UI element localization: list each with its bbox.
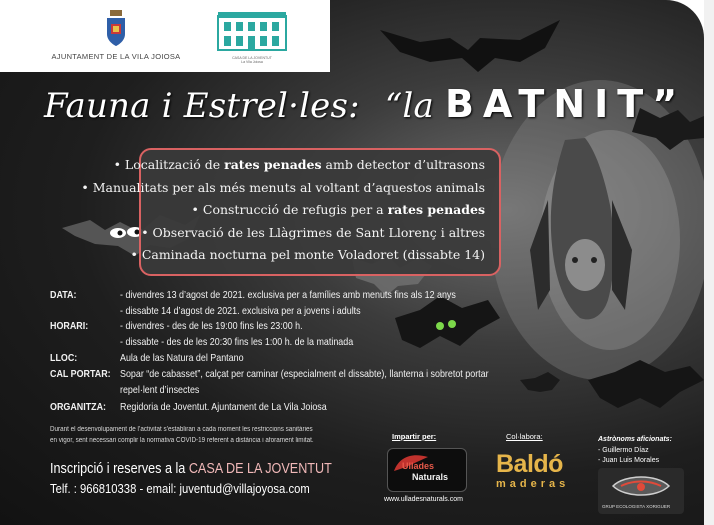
grup-xoriguer-logo: [598, 468, 684, 514]
baldo-logo: [496, 450, 584, 500]
ajuntament-logo: [46, 8, 186, 61]
grup-label: GRUP ECOLOGISTA XORIGUER: [602, 504, 671, 509]
inscripcio-text: Inscripció i reserves a la CASA DE LA JOVENTUT: [50, 461, 332, 477]
phone-text: Telf. : 966810338: [50, 482, 137, 496]
ulla-des-naturals-logo: [387, 448, 467, 492]
page-edge: [704, 0, 714, 525]
ulla-name-3: Naturals: [412, 472, 449, 482]
casa-joventut-logo: [212, 10, 292, 64]
activity-item: • Caminada nocturna pel monte Voladoret (dissabte 14): [130, 247, 485, 262]
lloc-label: LLOC:: [50, 352, 78, 364]
covid-note-line-1: Durant el desenvolupament de l’activitat s’establiran a cada moment les restriccions sanitàries: [50, 426, 313, 433]
baldo-sub: maderas: [496, 478, 570, 490]
data-line-2: - dissabte 14 d’agost de 2021. exclusiva per a jovens i adults: [120, 305, 361, 317]
title-batnit: BATNIT: [444, 82, 653, 126]
title-part-4: ”: [652, 82, 678, 126]
casa-label: CASA DE LA JOVENTUT: [232, 56, 272, 60]
cal-portar-line-2: repel·lent d’insectes: [120, 384, 200, 396]
baldo-name: Baldó: [496, 450, 563, 478]
covid-note-line-2: en vigor, sent necessari complir la normativa COVID-19 referent a distància i aforament limitat.: [50, 437, 314, 444]
ajuntament-label: AJUNTAMENT DE LA VILA JOIOSA: [51, 52, 181, 61]
astronom-2: - Juan Luis Morales: [598, 457, 660, 464]
data-line-1: - divendres 13 d’agost de 2021. exclusiva per a famílies amb menuts fins als 12 anys: [120, 289, 456, 301]
horari-line-1: - divendres - des de les 19:00 fins les 23:00 h.: [120, 320, 303, 332]
activity-item: • Observació de les Llàgrimes de Sant Llorenç i altres: [141, 225, 485, 240]
coat-of-arms-icon: [105, 8, 127, 48]
astronom-1: - Guillermo Díaz: [598, 447, 649, 454]
title-part-1: Fauna i Estrel·les:: [44, 86, 360, 126]
collabora-label: Col·labora:: [506, 432, 543, 441]
astronoms-label: Astrònoms aficionats:: [598, 436, 672, 443]
ulla-website: www.ulladesnaturals.com: [384, 496, 463, 503]
eye-emblem-icon: [611, 472, 671, 500]
horari-line-2: - dissabte - des de les 20:30 fins les 1:00 h. de la matinada: [120, 336, 354, 348]
horari-label: HORARI:: [50, 320, 89, 332]
activities-box: [81, 148, 501, 276]
title-part-2: “la: [384, 86, 434, 126]
poster-title: [44, 82, 677, 126]
organitza-value: Regidoria de Joventut. Ajuntament de La Vila Joiosa: [120, 401, 327, 413]
activity-item: • Construcció de refugis per a rates penades: [191, 202, 485, 217]
impartir-label: Impartir per:: [392, 432, 437, 441]
cal-portar-line-1: Sopar “de cabasset”, calçat per caminar (especialment el dissabte), llanterna i sobretot portar: [120, 368, 489, 380]
ulla-name-2: des: [418, 461, 435, 471]
activity-item: • Manualitats per als més menuts al voltant d’aquestos animals: [81, 180, 485, 195]
organitza-label: ORGANITZA:: [50, 401, 107, 413]
ulla-name-1: Ulla: [402, 461, 419, 471]
lloc-value: Aula de las Natura del Pantano: [120, 352, 244, 364]
email-text: - email: juventud@villajoyosa.com: [136, 482, 310, 496]
activity-item: • Localització de rates penades amb detector d’ultrasons: [113, 157, 485, 172]
contact-info: [50, 482, 310, 496]
cal-portar-label: CAL PORTAR:: [50, 368, 111, 380]
building-icon: [216, 10, 288, 52]
data-label: DATA:: [50, 289, 77, 301]
casa-sub-label: La Vila Joiosa: [241, 60, 263, 64]
